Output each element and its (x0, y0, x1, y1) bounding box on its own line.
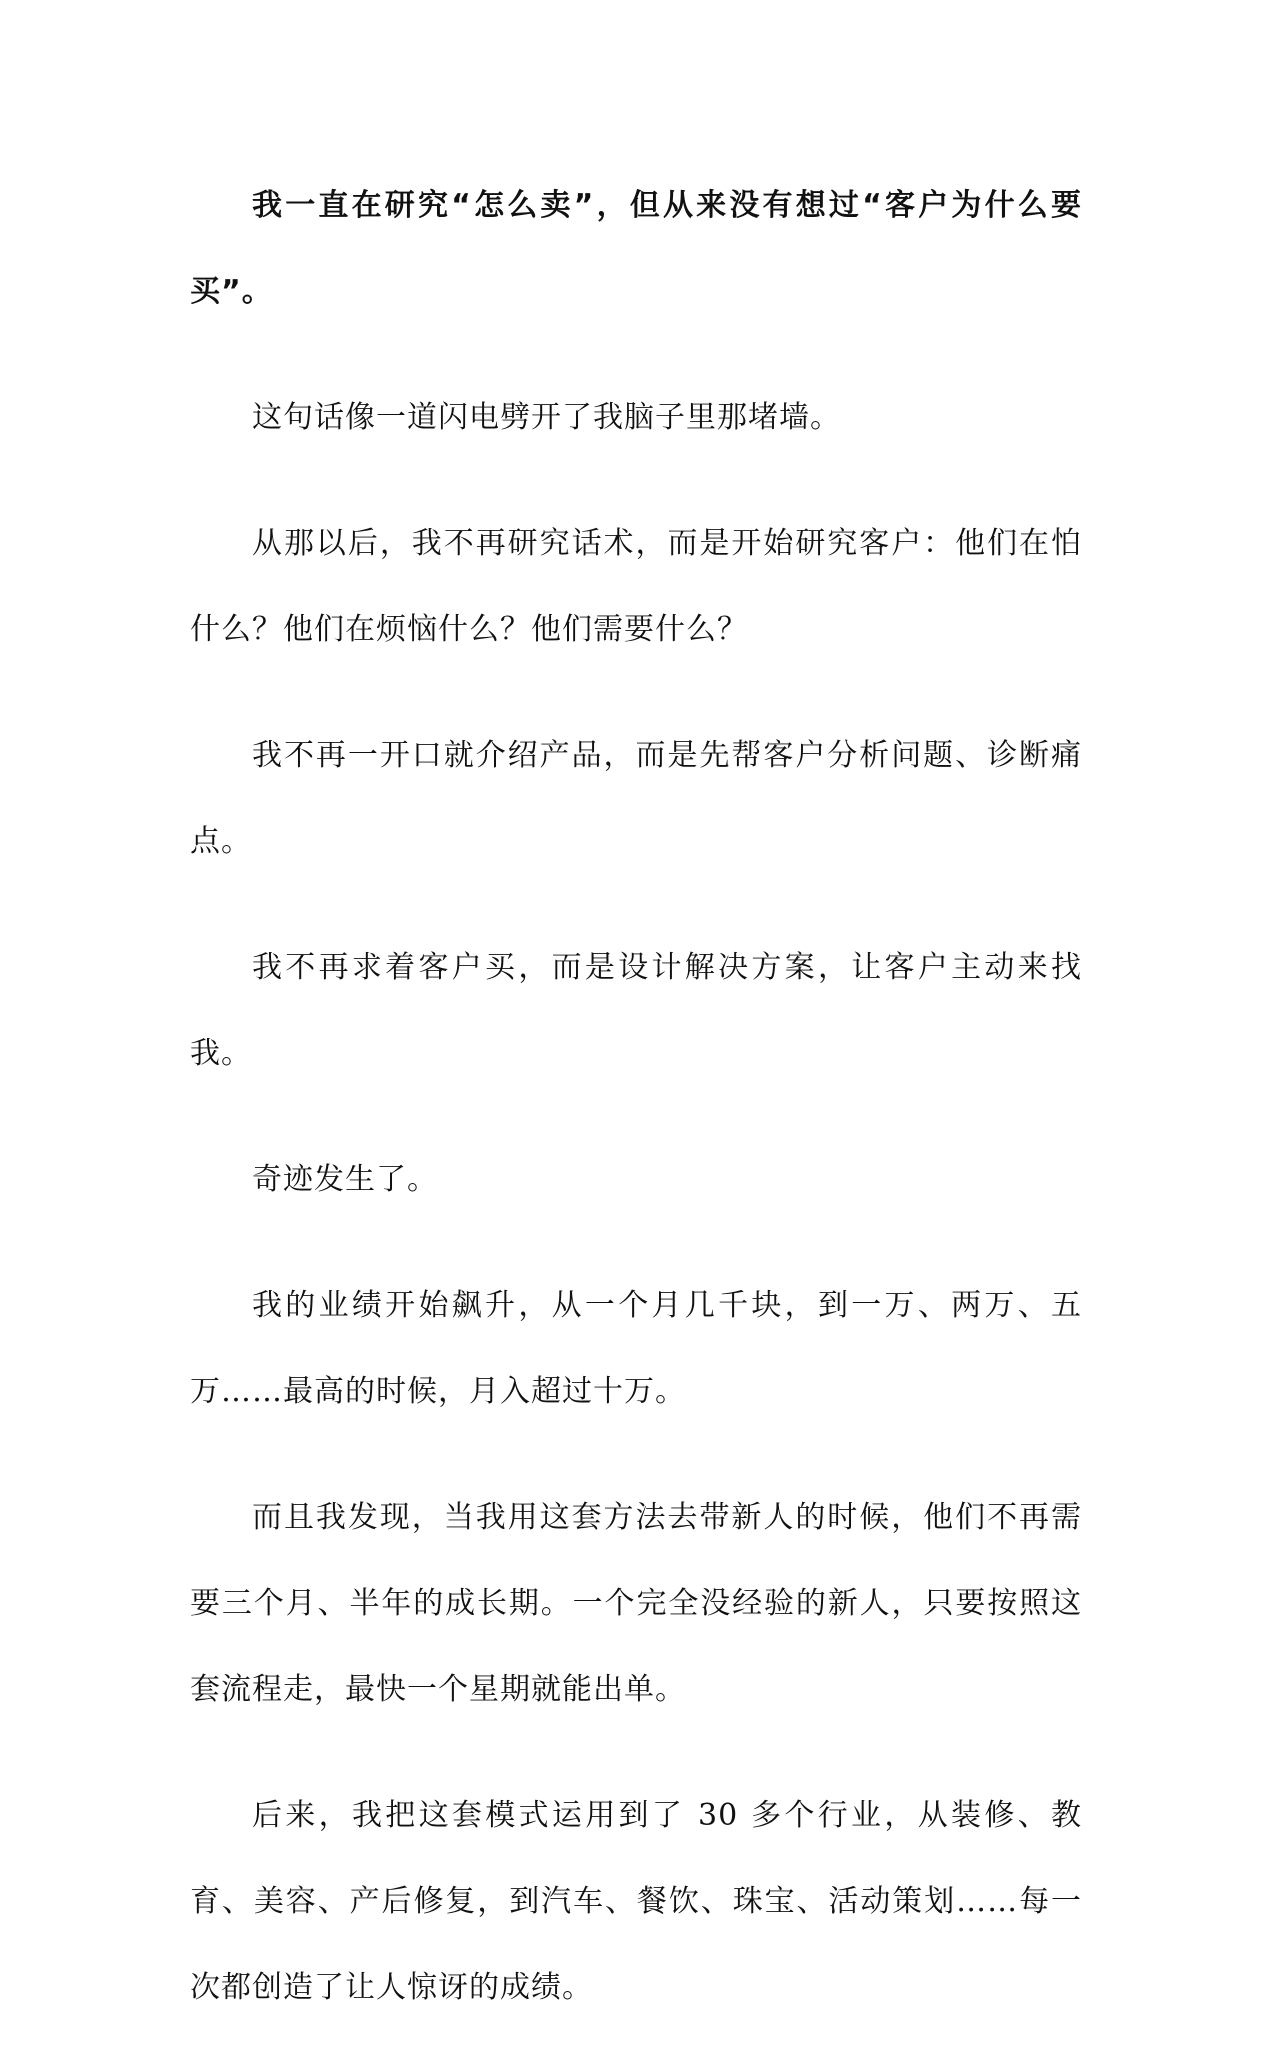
paragraph: 而且我发现，当我用这套方法去带新人的时候，他们不再需要三个月、半年的成长期。一个完全没经验的新人，只要按照这套流程走，最快一个星期就能出单。 (190, 1500, 1082, 1707)
paragraph: 从那以后，我不再研究话术，而是开始研究客户：他们在怕什么？他们在烦恼什么？他们需要什么？ (190, 526, 1082, 647)
paragraph: 这句话像一道闪电劈开了我脑子里那堵墙。 (252, 400, 841, 435)
paragraph: 我的业绩开始飙升，从一个月几千块，到一万、两万、五万……最高的时候，月入超过十万。 (190, 1288, 1082, 1409)
paragraph: 奇迹发生了。 (252, 1162, 438, 1197)
paragraph: 我不再一开口就介绍产品，而是先帮客户分析问题、诊断痛点。 (190, 738, 1082, 859)
paragraph: 我不再求着客户买，而是设计解决方案，让客户主动来找我。 (190, 950, 1082, 1071)
document-body (190, 163, 1082, 2071)
paragraph-heading-quote: 我一直在研究“怎么卖”，但从来没有想过“客户为什么要买”。 (190, 188, 1082, 309)
paragraph: 后来，我把这套模式运用到了 30 多个行业，从装修、教育、美容、产后修复，到汽车、餐饮、珠宝、活动策划……每一次都创造了让人惊讶的成绩。 (190, 1798, 1082, 2005)
